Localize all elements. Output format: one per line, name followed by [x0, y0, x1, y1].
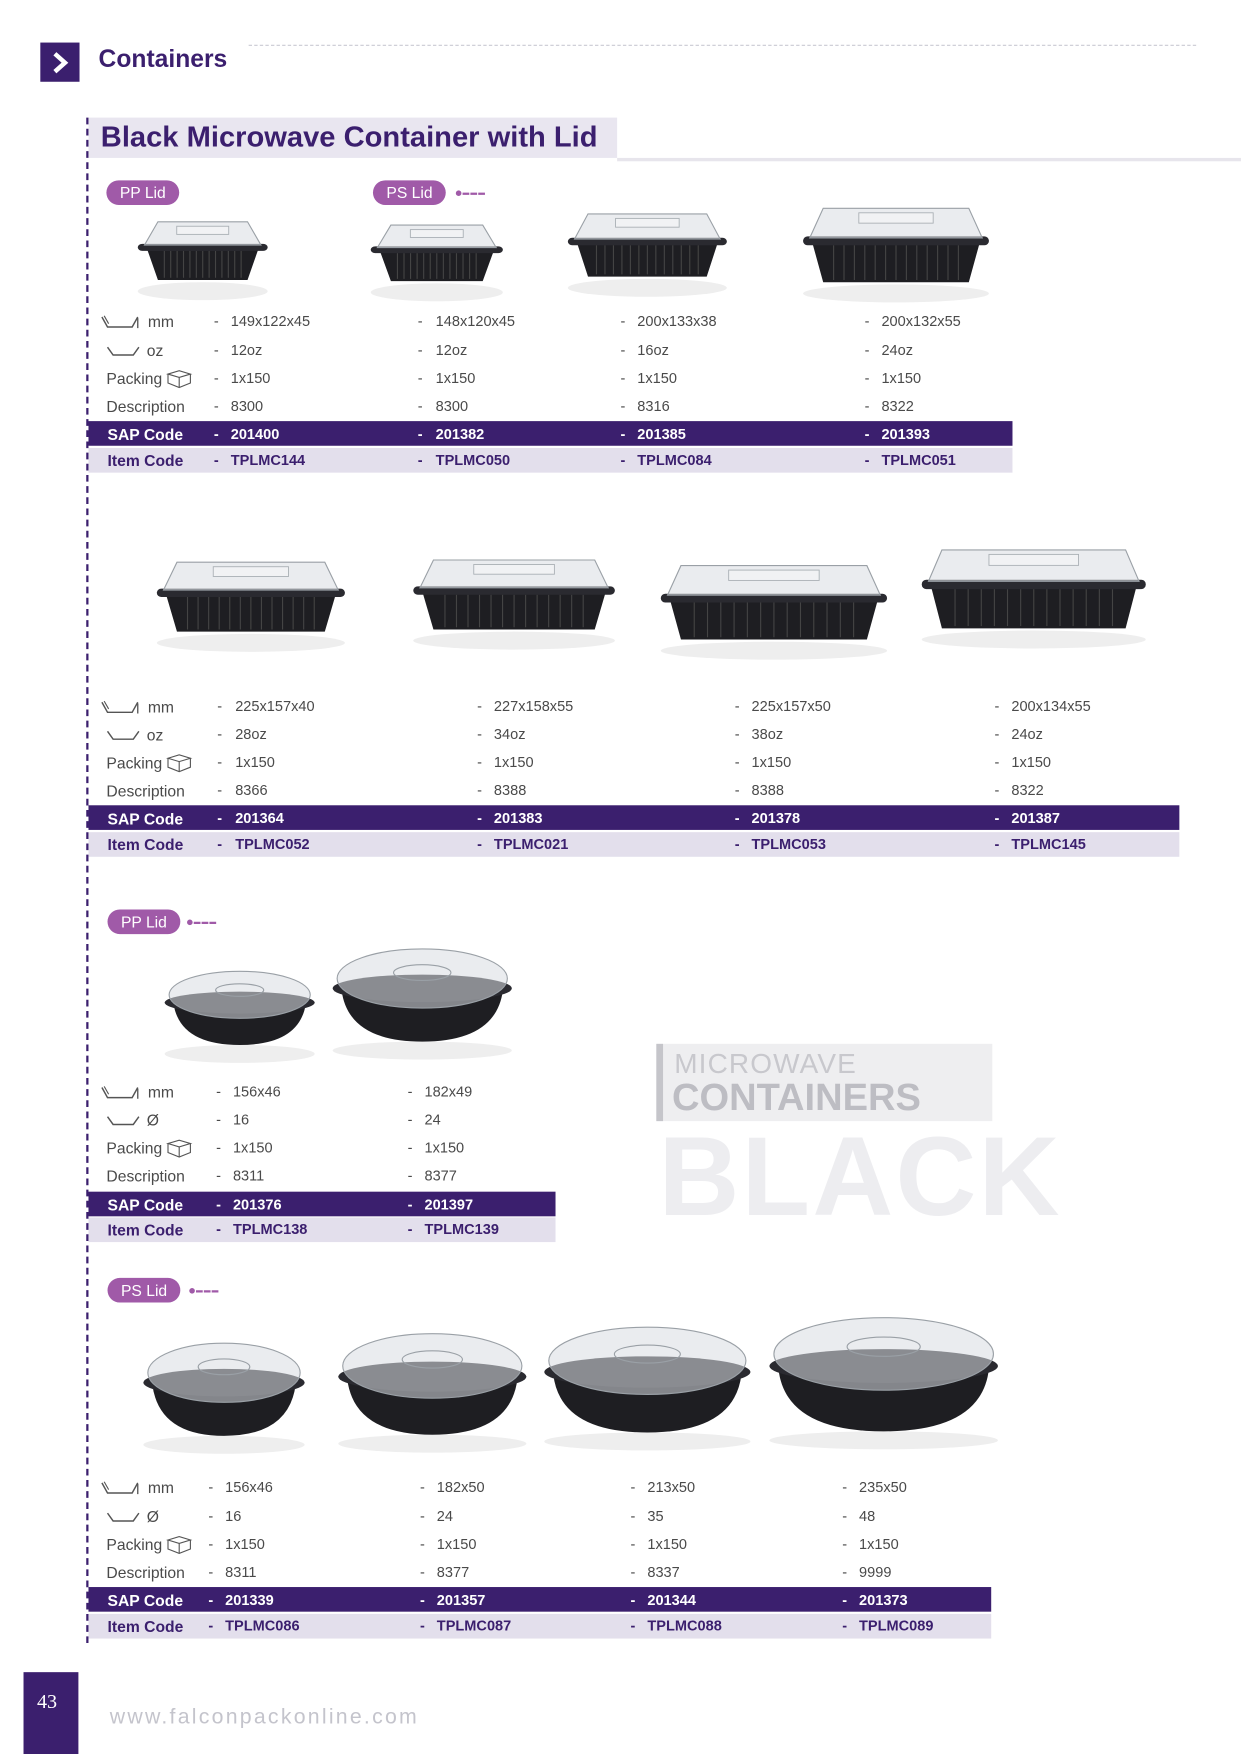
dash-separator: -	[208, 1478, 214, 1496]
dash-separator: -	[734, 835, 740, 853]
sap-code-value: 201400	[230, 425, 280, 443]
dash-separator: -	[620, 312, 626, 330]
pill-connector-line	[196, 1290, 218, 1292]
dash-separator: -	[417, 369, 423, 387]
capacity-value: 38oz	[751, 725, 784, 743]
footer-url: www.falconpackonline.com	[109, 1705, 420, 1730]
pill-connector-dot	[187, 920, 193, 926]
packing-value: 1x150	[859, 1535, 899, 1553]
dimensions-icon	[101, 700, 141, 716]
packing-value: 1x150	[230, 369, 271, 387]
product-image	[153, 958, 325, 1070]
description-value: 9999	[859, 1563, 892, 1581]
dash-separator: -	[864, 341, 870, 359]
dash-separator: -	[734, 781, 740, 799]
dash-separator: -	[630, 1535, 636, 1553]
dash-separator: -	[407, 1167, 413, 1184]
packing-value: 1x150	[881, 369, 922, 387]
item-code-band	[88, 1614, 991, 1639]
dash-separator: -	[864, 397, 870, 415]
dimensions-value: 148x120x45	[435, 312, 516, 330]
product-image	[146, 553, 357, 656]
capacity-value: 48	[859, 1507, 876, 1525]
dash-separator: -	[208, 1535, 214, 1553]
packing-value: 1x150	[751, 753, 792, 771]
sap-code-label: SAP Code	[107, 1591, 184, 1610]
description-value: 8322	[881, 397, 914, 415]
packing-value: 1x150	[232, 1139, 273, 1156]
dash-separator: -	[477, 697, 482, 715]
description-label: Description	[106, 1563, 185, 1582]
dash-separator: -	[734, 697, 740, 715]
dash-separator: -	[216, 1083, 222, 1100]
pill-connector-dot	[189, 1288, 195, 1294]
dash-separator: -	[208, 1563, 214, 1581]
dash-separator: -	[213, 341, 219, 359]
sap-code-value: 201393	[881, 425, 931, 443]
description-value: 8388	[751, 781, 784, 799]
dash-separator: -	[213, 451, 219, 469]
dimensions-value: 182x49	[424, 1083, 473, 1100]
dash-separator: -	[407, 1111, 413, 1128]
dimensions-value: 225x157x50	[751, 697, 831, 715]
dash-separator: -	[864, 312, 870, 330]
dash-separator: -	[842, 1535, 848, 1553]
dash-separator: -	[994, 781, 1000, 799]
dimensions-value: 156x46	[225, 1478, 273, 1496]
dash-separator: -	[842, 1591, 848, 1609]
dash-separator: -	[213, 369, 219, 387]
description-label: Description	[106, 397, 185, 416]
dimensions-value: 149x122x45	[230, 312, 311, 330]
dash-separator: -	[216, 1139, 222, 1156]
dash-separator: -	[216, 1196, 222, 1213]
dash-separator: -	[217, 781, 223, 799]
capacity-icon	[106, 728, 140, 744]
item-code-value: TPLMC051	[881, 451, 956, 469]
capacity-value: 16	[225, 1507, 242, 1525]
dash-separator: -	[417, 425, 423, 443]
dash-separator: -	[420, 1535, 425, 1553]
watermark-line-2: CONTAINERS	[672, 1076, 921, 1119]
capacity-value: 24	[436, 1507, 454, 1525]
dash-separator: -	[216, 1167, 222, 1184]
dash-separator: -	[477, 835, 482, 853]
dimensions-icon	[101, 1481, 141, 1497]
sap-code-value: 201357	[436, 1591, 486, 1609]
item-code-value: TPLMC145	[1011, 835, 1086, 853]
product-image	[533, 1312, 761, 1458]
lid-pill-ps: PS Lid	[373, 180, 446, 205]
dash-separator: -	[217, 753, 223, 771]
watermark-accent	[656, 1044, 663, 1121]
description-label: Description	[106, 1167, 185, 1185]
dash-separator: -	[216, 1220, 222, 1238]
dimensions-value: 200x132x55	[881, 312, 961, 330]
packing-label: Packing	[106, 369, 163, 388]
sap-code-label: SAP Code	[107, 1196, 184, 1215]
packing-value: 1x150	[235, 753, 275, 771]
header-title: Containers	[98, 44, 228, 73]
dash-separator: -	[630, 1478, 636, 1496]
capacity-unit-label: oz	[146, 725, 164, 744]
dash-separator: -	[842, 1617, 848, 1635]
capacity-value: 34oz	[493, 725, 526, 743]
watermark-line-1: MICROWAVE	[674, 1048, 857, 1080]
item-code-value: TPLMC088	[647, 1617, 722, 1635]
description-value: 8377	[436, 1563, 470, 1581]
product-image	[792, 199, 1000, 307]
packing-box-icon	[165, 753, 194, 773]
dimensions-unit-label: mm	[147, 1478, 174, 1497]
dash-separator: -	[213, 425, 219, 443]
dash-separator: -	[420, 1507, 425, 1525]
item-code-value: TPLMC021	[493, 835, 569, 853]
sap-code-label: SAP Code	[107, 809, 184, 828]
product-image	[758, 1301, 1009, 1456]
description-value: 8316	[637, 397, 670, 415]
dash-separator: -	[620, 451, 626, 469]
dash-separator: -	[216, 1111, 222, 1128]
packing-label: Packing	[106, 753, 163, 772]
dash-separator: -	[407, 1083, 413, 1100]
item-code-value: TPLMC052	[235, 835, 310, 853]
item-code-band	[88, 448, 1012, 473]
dimensions-value: 213x50	[647, 1478, 696, 1496]
dash-separator: -	[477, 781, 482, 799]
dash-separator: -	[477, 809, 482, 827]
section-marker	[40, 43, 79, 82]
diameter-unit-label: Ø	[146, 1507, 159, 1526]
capacity-icon	[106, 1113, 140, 1129]
sap-code-value: 201385	[637, 425, 686, 443]
packing-value: 1x150	[647, 1535, 688, 1553]
packing-value: 1x150	[493, 753, 534, 771]
sap-code-value: 201378	[751, 809, 801, 827]
dash-separator: -	[208, 1617, 214, 1635]
dimensions-value: 235x50	[859, 1478, 907, 1496]
item-code-label: Item Code	[107, 835, 184, 854]
dash-separator: -	[217, 697, 223, 715]
packing-label: Packing	[106, 1535, 163, 1554]
sap-code-label: SAP Code	[107, 425, 184, 444]
packing-value: 1x150	[435, 369, 476, 387]
item-code-label: Item Code	[107, 451, 184, 470]
dash-separator: -	[420, 1591, 425, 1609]
dash-separator: -	[994, 753, 1000, 771]
dash-separator: -	[417, 397, 423, 415]
dash-separator: -	[620, 425, 626, 443]
dash-separator: -	[417, 451, 423, 469]
item-code-value: TPLMC086	[225, 1617, 300, 1635]
dash-separator: -	[620, 397, 626, 415]
dash-separator: -	[420, 1617, 425, 1635]
capacity-value: 24oz	[881, 341, 914, 359]
product-image	[360, 216, 515, 306]
dash-separator: -	[208, 1591, 214, 1609]
sap-code-value: 201376	[232, 1196, 282, 1213]
sap-code-value: 201339	[225, 1591, 274, 1609]
capacity-value: 12oz	[435, 341, 468, 359]
page-number: 43	[36, 1690, 58, 1713]
product-image	[402, 551, 626, 654]
dimensions-value: 200x134x55	[1011, 697, 1091, 715]
dimensions-value: 225x157x40	[235, 697, 315, 715]
dimensions-unit-label: mm	[147, 697, 174, 716]
pill-connector-dot	[456, 190, 462, 196]
sap-code-band	[88, 421, 1012, 446]
item-code-value: TPLMC087	[436, 1617, 512, 1635]
capacity-unit-label: oz	[146, 341, 164, 360]
left-guide-line	[86, 118, 88, 1643]
dash-separator: -	[994, 697, 1000, 715]
item-code-value: TPLMC144	[230, 451, 306, 469]
sap-code-value: 201387	[1011, 809, 1060, 827]
item-code-value: TPLMC084	[637, 451, 712, 469]
dash-separator: -	[213, 397, 219, 415]
description-value: 8300	[230, 397, 264, 415]
dimensions-value: 182x50	[436, 1478, 485, 1496]
product-image	[327, 1318, 538, 1459]
product-image	[321, 934, 523, 1066]
packing-value: 1x150	[436, 1535, 477, 1553]
dash-separator: -	[864, 451, 870, 469]
description-value: 8300	[435, 397, 469, 415]
dash-separator: -	[477, 753, 482, 771]
sap-code-value: 201344	[647, 1591, 696, 1609]
dimensions-icon	[101, 315, 141, 331]
dash-separator: -	[208, 1507, 214, 1525]
dash-separator: -	[630, 1591, 636, 1609]
dash-separator: -	[620, 341, 626, 359]
dash-separator: -	[994, 809, 1000, 827]
dimensions-value: 200x133x38	[637, 312, 717, 330]
dash-separator: -	[734, 809, 740, 827]
diameter-unit-label: Ø	[146, 1111, 159, 1129]
dash-separator: -	[420, 1563, 425, 1581]
product-image	[911, 541, 1157, 653]
dash-separator: -	[734, 725, 740, 743]
dash-separator: -	[994, 725, 1000, 743]
item-code-value: TPLMC089	[859, 1617, 934, 1635]
capacity-value: 12oz	[230, 341, 263, 359]
item-code-value: TPLMC138	[232, 1220, 308, 1238]
dash-separator: -	[407, 1220, 413, 1238]
dash-separator: -	[417, 341, 423, 359]
lid-pill-pp: PP Lid	[108, 909, 181, 934]
dimensions-icon	[101, 1085, 141, 1101]
sap-code-value: 201397	[424, 1196, 474, 1213]
description-value: 8388	[493, 781, 527, 799]
item-code-value: TPLMC050	[435, 451, 511, 469]
dash-separator: -	[420, 1478, 425, 1496]
dash-separator: -	[842, 1478, 848, 1496]
description-label: Description	[106, 781, 185, 800]
packing-value: 1x150	[637, 369, 677, 387]
packing-value: 1x150	[424, 1139, 465, 1156]
dimensions-value: 156x46	[232, 1083, 281, 1100]
dash-separator: -	[417, 312, 423, 330]
chevron-right-icon	[50, 50, 70, 75]
dimensions-unit-label: mm	[147, 312, 174, 331]
lid-pill-ps: PS Lid	[108, 1278, 181, 1303]
dimensions-value: 227x158x55	[493, 697, 574, 715]
lid-pill-pp: PP Lid	[106, 180, 179, 205]
packing-value: 1x150	[1011, 753, 1052, 771]
section-title-rule	[617, 158, 1241, 161]
dash-separator: -	[407, 1196, 413, 1213]
dash-separator: -	[994, 835, 1000, 853]
item-code-label: Item Code	[107, 1617, 184, 1636]
description-value: 8311	[232, 1167, 265, 1184]
item-code-label: Item Code	[107, 1220, 184, 1239]
description-value: 8311	[225, 1563, 257, 1581]
dash-separator: -	[213, 312, 219, 330]
product-image	[557, 205, 738, 301]
sap-code-value: 201364	[235, 809, 284, 827]
dash-separator: -	[477, 725, 482, 743]
capacity-value: 28oz	[235, 725, 267, 743]
dash-separator: -	[407, 1139, 413, 1156]
dash-separator: -	[217, 835, 223, 853]
dash-separator: -	[630, 1617, 636, 1635]
header-divider	[249, 45, 1197, 46]
description-value: 8337	[647, 1563, 680, 1581]
sap-code-band	[88, 1587, 991, 1612]
dash-separator: -	[620, 369, 626, 387]
dash-separator: -	[217, 809, 223, 827]
dash-separator: -	[864, 369, 870, 387]
description-value: 8377	[424, 1167, 457, 1184]
capacity-value: 24oz	[1011, 725, 1043, 743]
dash-separator: -	[217, 725, 223, 743]
item-code-value: TPLMC053	[751, 835, 826, 853]
dash-separator: -	[842, 1507, 848, 1525]
description-value: 8322	[1011, 781, 1044, 799]
pill-connector-line	[463, 193, 485, 195]
dash-separator: -	[630, 1563, 636, 1581]
sap-code-value: 201373	[859, 1591, 908, 1609]
packing-label: Packing	[106, 1139, 163, 1157]
item-code-value: TPLMC139	[424, 1220, 499, 1238]
dash-separator: -	[864, 425, 870, 443]
dash-separator: -	[734, 753, 740, 771]
sap-code-value: 201382	[435, 425, 485, 443]
watermark-line-3: BLACK	[658, 1114, 1062, 1240]
packing-box-icon	[165, 1534, 194, 1554]
capacity-value: 24	[424, 1111, 441, 1128]
capacity-value: 35	[647, 1507, 664, 1525]
section-title: Black Microwave Container with Lid	[100, 119, 598, 154]
capacity-icon	[106, 1510, 140, 1526]
dimensions-unit-label: mm	[147, 1083, 174, 1101]
product-image	[650, 557, 899, 665]
packing-box-icon	[165, 1138, 194, 1158]
capacity-value: 16	[232, 1111, 250, 1128]
product-image	[127, 213, 279, 305]
capacity-value: 16oz	[637, 341, 669, 359]
capacity-icon	[106, 344, 140, 360]
dash-separator: -	[842, 1563, 848, 1581]
dash-separator: -	[630, 1507, 636, 1525]
product-image	[132, 1328, 316, 1460]
pill-connector-line	[194, 922, 216, 924]
packing-value: 1x150	[225, 1535, 265, 1553]
description-value: 8366	[235, 781, 268, 799]
packing-box-icon	[165, 368, 194, 388]
sap-code-value: 201383	[493, 809, 543, 827]
